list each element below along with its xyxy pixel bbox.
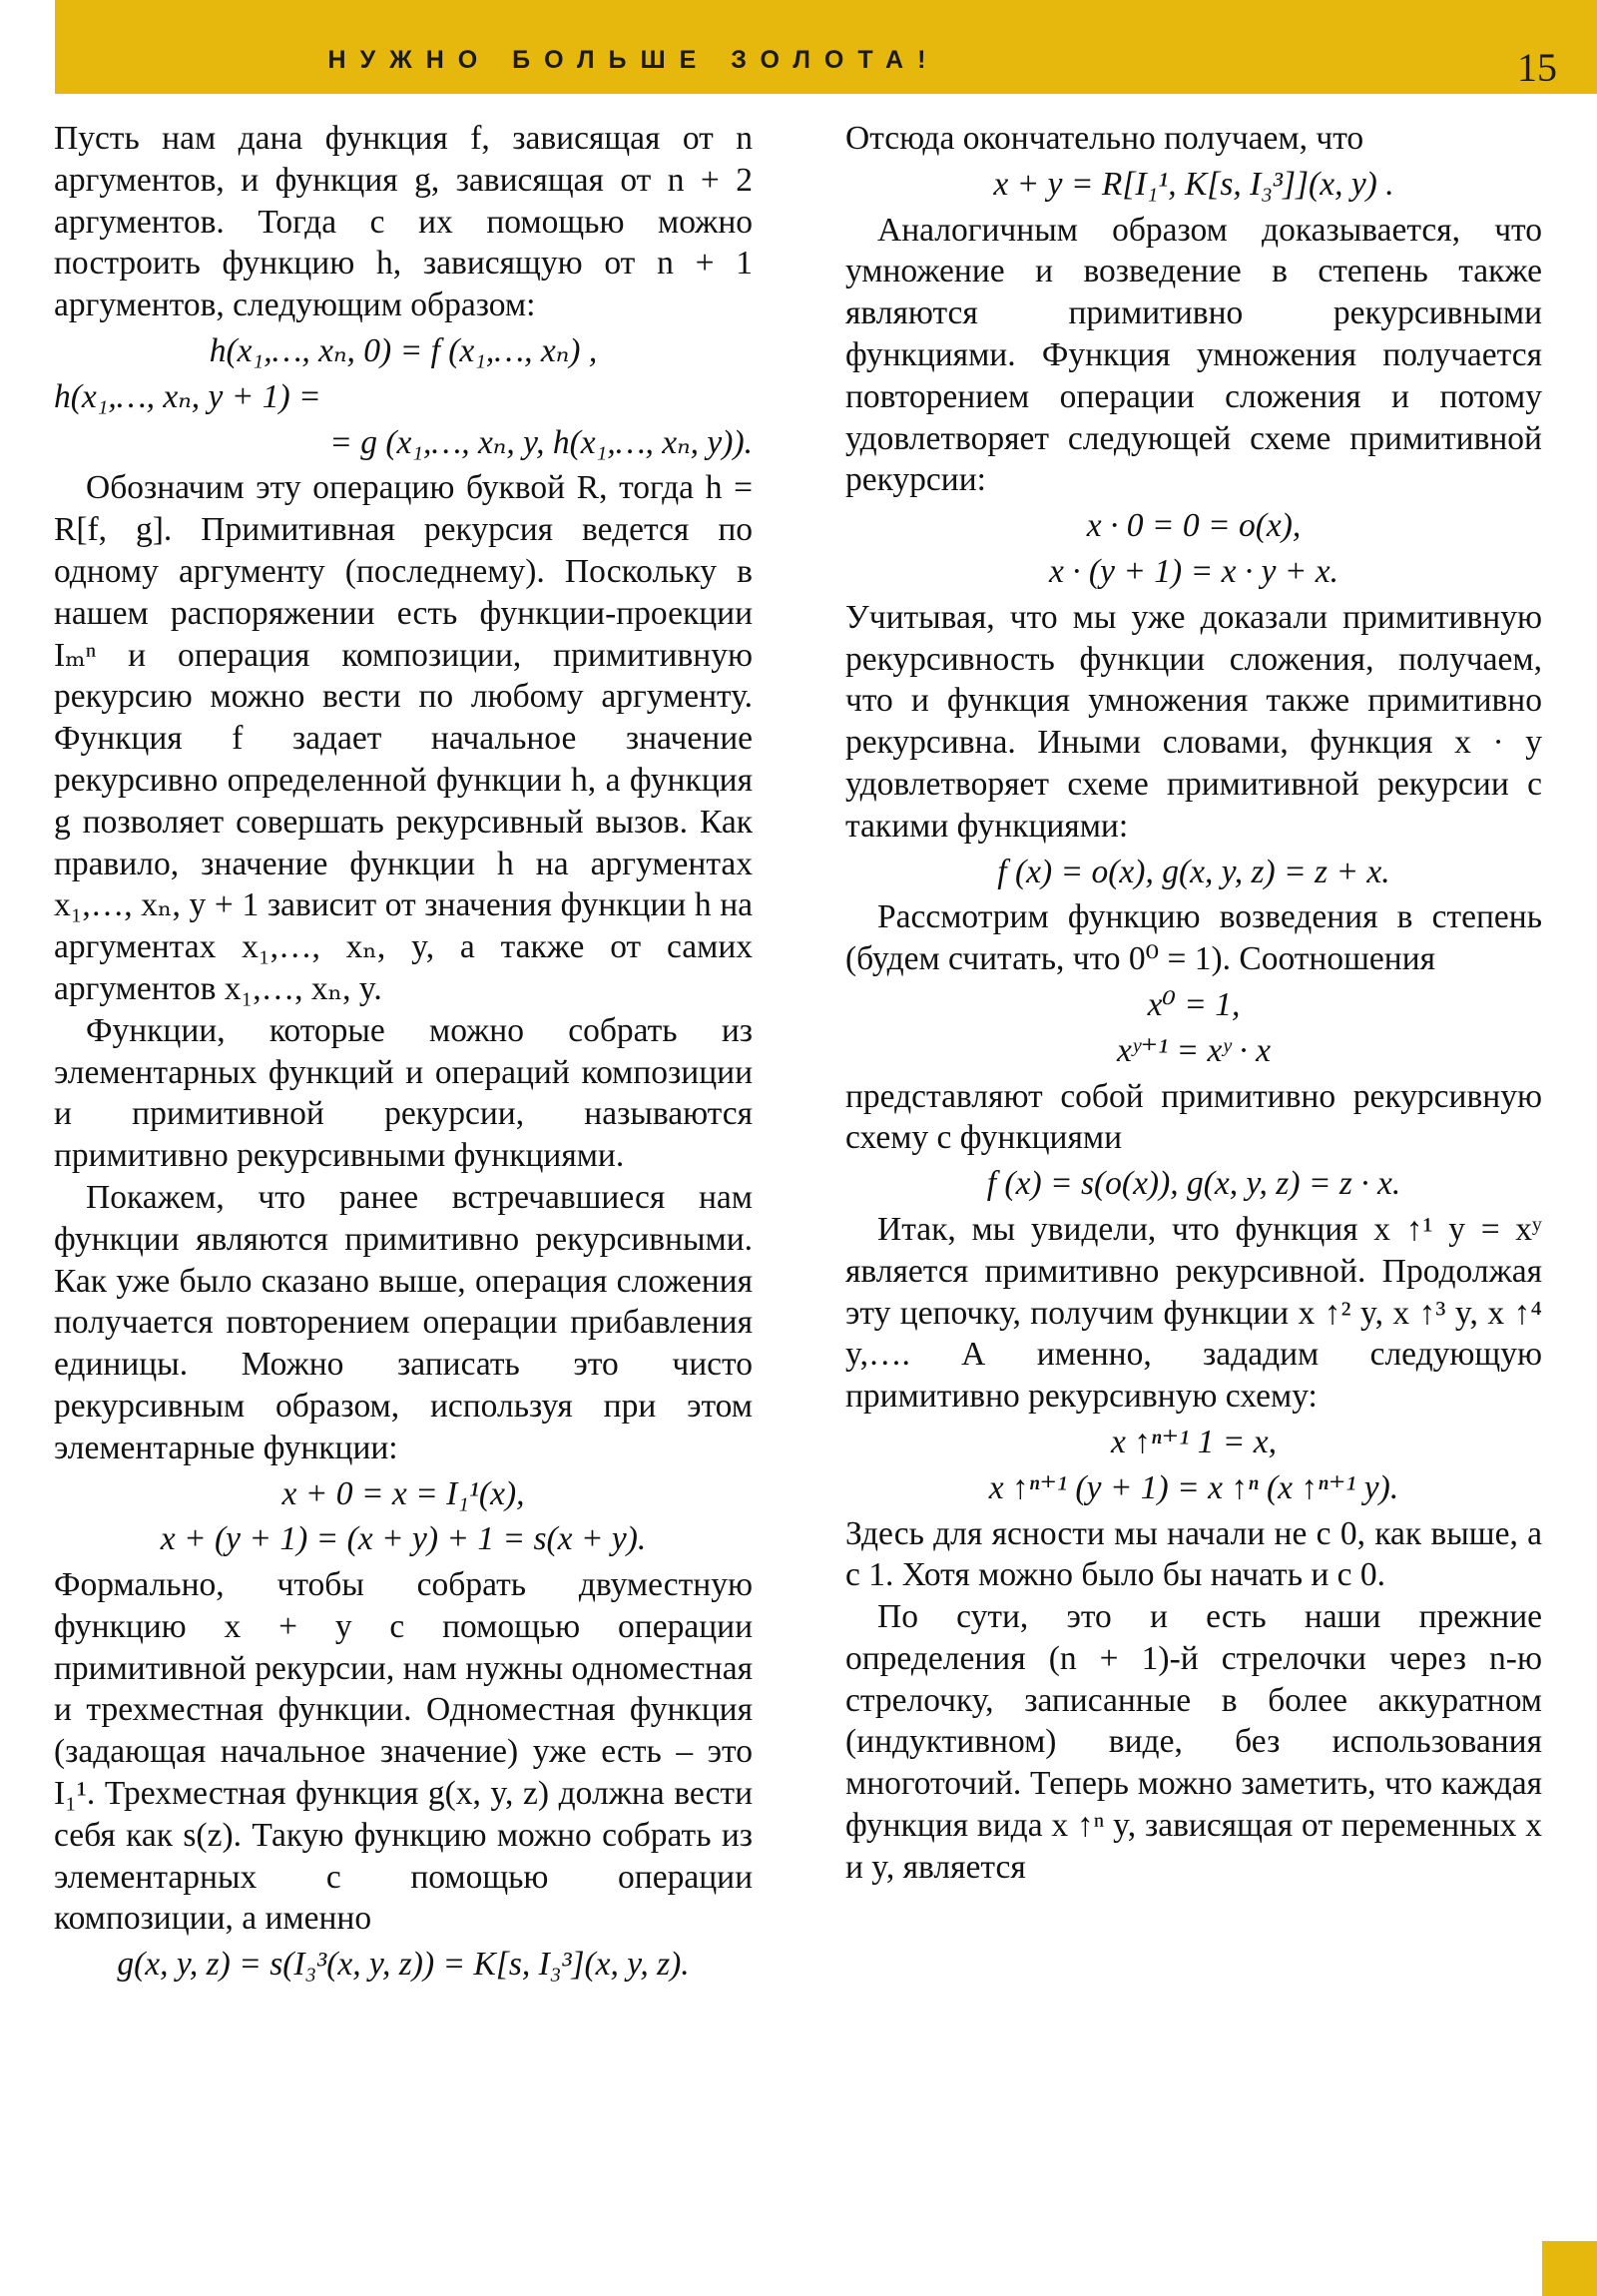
- paragraph: Формально, чтобы собрать двуместную функцию x + y с помощью операции примитивной рекурсии, нам нужны одноместная и трехместная функции. Одноместная функция (задающая начальное значение) уже есть – это I₁¹. Трехместная функция g(x, y, z) должна вести себя как s(z). Такую функцию можно собрать из элементарных с помощью операции композиции, а именно: [54, 1566, 753, 1938]
- equation: x · 0 = 0 = o(x),: [1086, 507, 1302, 545]
- equation: h(x₁,…, xₙ, 0) = f (x₁,…, xₙ) ,: [209, 331, 598, 369]
- equation: x ↑ⁿ⁺¹ (y + 1) = x ↑ⁿ (x ↑ⁿ⁺¹ y).: [988, 1468, 1399, 1506]
- paragraph: Аналогичным образом доказывается, что умножение и возведение в степень также являются примитивно рекурсивными функциями. Функция умножения получается повторением операции сложения и потому удовлетворяет следующей схеме примитивной рекурсии:: [845, 211, 1542, 499]
- corner-tab: [1542, 2241, 1597, 2296]
- equation: x + 0 = x = I₁¹(x),: [281, 1474, 525, 1512]
- equation: h(x₁,…, xₙ, y + 1) =: [54, 377, 321, 415]
- equation: g(x, y, z) = s(I₃³(x, y, z)) = K[s, I₃³](x, y, z).: [117, 1946, 690, 1984]
- paragraph: Итак, мы увидели, что функция x ↑¹ y = xʸ является примитивно рекурсивной. Продолжая эту цепочку, получим функции x ↑² y, x ↑³ y, x ↑⁴ y,…. А именно, зададим следующую примитивно рекурсивную схему:: [845, 1210, 1542, 1416]
- running-title: НУЖНО БОЛЬШЕ ЗОЛОТА!: [327, 46, 940, 74]
- paragraph: Рассмотрим функцию возведения в степень (будем считать, что 0⁰ = 1). Соотношения: [845, 898, 1542, 978]
- paragraph: Обозначим эту операцию буквой R, тогда h = R[f, g]. Примитивная рекурсия ведется по одному аргументу (последнему). Поскольку в нашем распоряжении есть функции-проекции Iₘⁿ и операция композиции, примитивную рекурсию можно вести по любому аргументу. Функция f задает начальное значение рекурсивно определенной функции h, а функция g позволяет совершать рекурсивный вызов. Как правило, значение функции h на аргументах x₁,…, xₙ, y + 1 зависит от значения функции h на аргументах x₁,…, xₙ, y, а также от самих аргументов x₁,…, xₙ, y.: [54, 469, 753, 1007]
- equation: f (x) = s(o(x)), g(x, y, z) = z · x.: [986, 1165, 1401, 1203]
- paragraph: Пусть нам дана функция f, зависящая от n аргументов, и функция g, зависящая от n + 2 аргументов. Тогда с их помощью можно построить функцию h, зависящую от n + 1 аргументов, следующим образом:: [54, 120, 753, 324]
- paragraph: Отсюда окончательно получаем, что: [845, 120, 1364, 157]
- paragraph: По сути, это и есть наши прежние определения (n + 1)-й стрелочки через n-ю стрелочку, записанные в более аккуратном (индуктивном) виде, без использования многоточий. Теперь можно заметить, что каждая функция вида x ↑ⁿ y, зависящая от переменных x и y, является: [845, 1598, 1542, 1886]
- equation: x + (y + 1) = (x + y) + 1 = s(x + y).: [160, 1520, 647, 1558]
- paragraph: представляют собой примитивно рекурсивную схему с функциями: [845, 1077, 1542, 1157]
- page-header-bar: [55, 0, 1597, 94]
- equation: = g (x₁,…, xₙ, y, h(x₁,…, xₙ, y)).: [329, 423, 753, 461]
- equation: x · (y + 1) = x · y + x.: [1048, 552, 1339, 590]
- right-column: [845, 118, 1542, 1889]
- paragraph: Здесь для ясности мы начали не с 0, как выше, а с 1. Хотя можно было бы начать и с 0.: [845, 1514, 1542, 1594]
- equation: x ↑ⁿ⁺¹ 1 = x,: [1111, 1423, 1277, 1460]
- paragraph: Функции, которые можно собрать из элементарных функций и операций композиции и примитивной рекурсии, называются примитивно рекурсивными функциями.: [54, 1011, 753, 1175]
- equation: x + y = R[I₁¹, K[s, I₃³]](x, y) .: [993, 165, 1394, 203]
- left-column: [54, 118, 753, 1990]
- page-number: 15: [1517, 45, 1557, 90]
- paragraph: Покажем, что ранее встречавшиеся нам функции являются примитивно рекурсивными. Как уже было сказано выше, операция сложения получается повторением операции прибавления единицы. Можно записать это чисто рекурсивным образом, используя при этом элементарные функции:: [54, 1178, 753, 1466]
- paragraph: Учитывая, что мы уже доказали примитивную рекурсивность функции сложения, получаем, что и функция умножения также примитивно рекурсивна. Иными словами, функция x · y удовлетворяет схеме примитивной рекурсии с такими функциями:: [845, 598, 1542, 845]
- equation: x⁰ = 1,: [1147, 985, 1241, 1023]
- equation: xʸ⁺¹ = xʸ · x: [1117, 1031, 1271, 1069]
- equation: f (x) = o(x), g(x, y, z) = z + x.: [997, 853, 1390, 890]
